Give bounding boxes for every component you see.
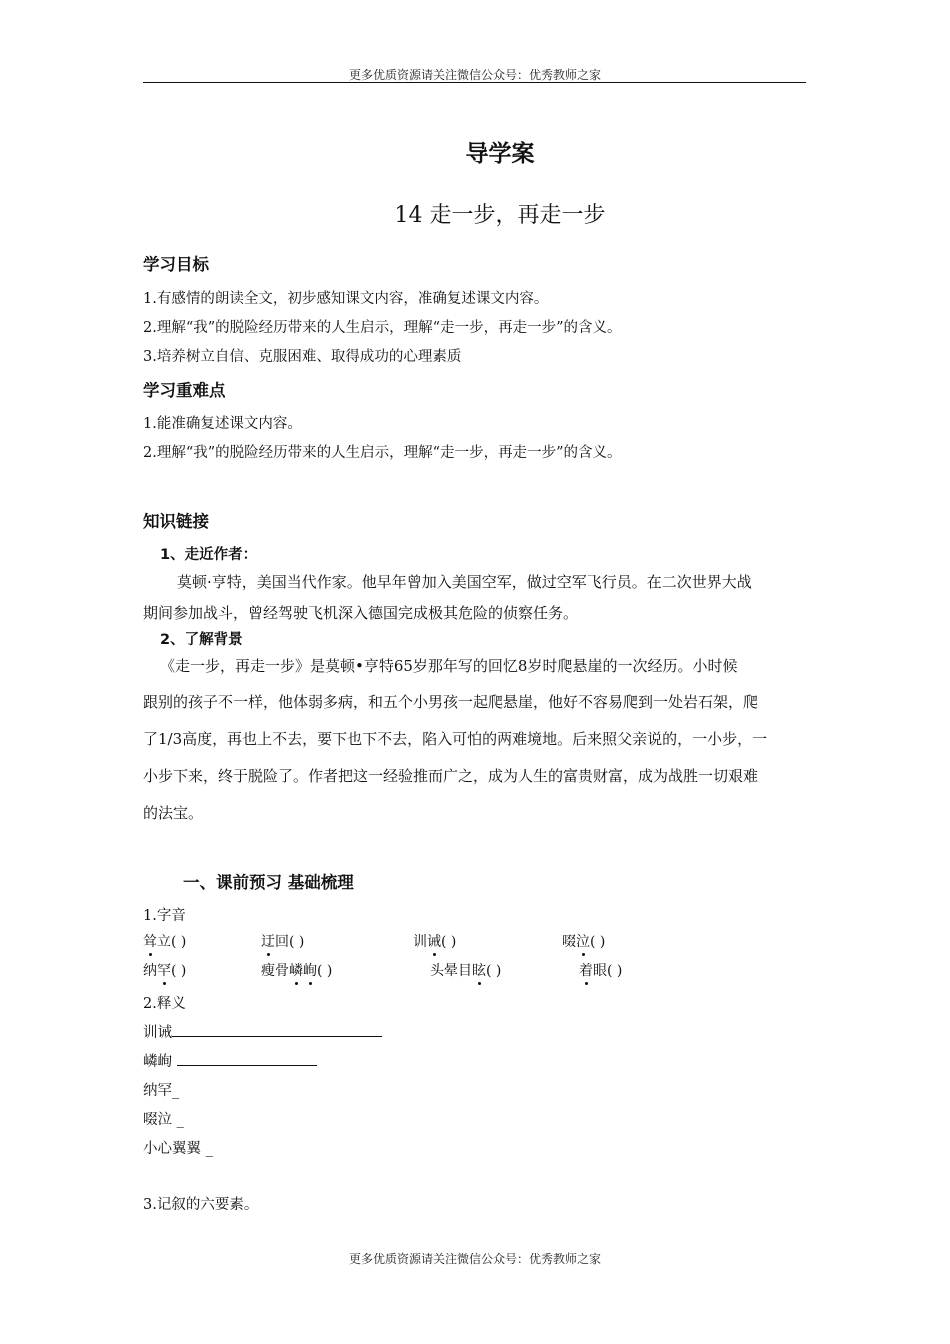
- pronunciation-item: 着眼( ): [579, 963, 623, 979]
- background-line: 跟别的孩子不一样，他体弱多病，和五个小男孩一起爬悬崖，他好不容易爬到一处岩石架，爬: [143, 693, 759, 711]
- goal-item: 3.培养树立自信、克服困难、取得成功的心理素质: [143, 349, 462, 365]
- answer-line[interactable]: [177, 1051, 317, 1066]
- author-line: 期间参加战斗，曾经驾驶飞机深入德国完成极其危险的侦察任务。: [143, 604, 579, 622]
- background-line: 小步下来，终于脱险了。作者把这一经验推而广之，成为人生的富贵财富，成为战胜一切艰难: [143, 767, 759, 785]
- background-line: 了1/3高度，再也上不去，要下也下不去，陷入可怕的两难境地。后来照父亲说的，一小步，一: [143, 730, 768, 748]
- goal-item: 1.有感情的朗读全文，初步感知课文内容，准确复述课文内容。: [143, 291, 549, 307]
- meaning-row: 嶙峋: [143, 1050, 317, 1071]
- pronunciation-item: 头晕目眩( ): [430, 963, 502, 979]
- author-heading: 1、走近作者：: [160, 547, 258, 563]
- meaning-label: 2.释义: [143, 996, 186, 1012]
- page-footer-note: 更多优质资源请关注微信公众号：优秀教师之家: [348, 1252, 601, 1266]
- meaning-row: 小心翼翼 _: [143, 1141, 213, 1157]
- knowledge-heading: 知识链接: [143, 512, 209, 531]
- answer-line[interactable]: [172, 1022, 382, 1037]
- header-divider: [143, 82, 806, 83]
- author-line: 莫顿·亨特，美国当代作家。他早年曾加入美国空军，做过空军飞行员。在二次世界大战: [177, 573, 752, 591]
- pronunciation-item: 瘦骨嶙峋( ): [261, 963, 333, 979]
- keypoint-item: 2.理解“我”的脱险经历带来的人生启示，理解“走一步，再走一步”的含义。: [143, 445, 622, 461]
- preview-heading: 一、课前预习 基础梳理: [183, 873, 354, 892]
- answer-blank[interactable]: _: [172, 1083, 180, 1099]
- pronunciation-label: 1.字音: [143, 908, 186, 924]
- pronunciation-item: 迂回( ): [261, 934, 305, 950]
- meaning-row: 训诫: [143, 1021, 382, 1042]
- answer-blank[interactable]: _: [176, 1112, 184, 1128]
- background-heading: 2、了解背景: [160, 632, 243, 648]
- doc-title: 导学案: [465, 140, 535, 167]
- keypoints-heading: 学习重难点: [143, 381, 226, 400]
- pronunciation-item: 纳罕( ): [143, 963, 187, 979]
- meaning-row: 纳罕_: [143, 1083, 180, 1099]
- keypoint-item: 1.能准确复述课文内容。: [143, 416, 302, 432]
- pronunciation-item: 训诫( ): [413, 934, 457, 950]
- background-line: 《走一步，再走一步》是莫顿•亨特65岁那年写的回忆8岁时爬悬崖的一次经历。小时候: [160, 657, 738, 675]
- answer-blank[interactable]: _: [205, 1141, 213, 1157]
- background-line: 的法宝。: [143, 804, 204, 822]
- goal-item: 2.理解“我”的脱险经历带来的人生启示，理解“走一步，再走一步”的含义。: [143, 320, 622, 336]
- page-header-note: 更多优质资源请关注微信公众号：优秀教师之家: [348, 68, 601, 82]
- meaning-row: 啜泣 _: [143, 1112, 184, 1128]
- elements-label: 3.记叙的六要素。: [143, 1197, 259, 1213]
- goals-heading: 学习目标: [143, 255, 209, 274]
- pronunciation-item: 啜泣( ): [562, 934, 606, 950]
- pronunciation-item: 耸立( ): [143, 934, 187, 950]
- doc-subtitle: 14 走一步，再走一步: [394, 203, 606, 228]
